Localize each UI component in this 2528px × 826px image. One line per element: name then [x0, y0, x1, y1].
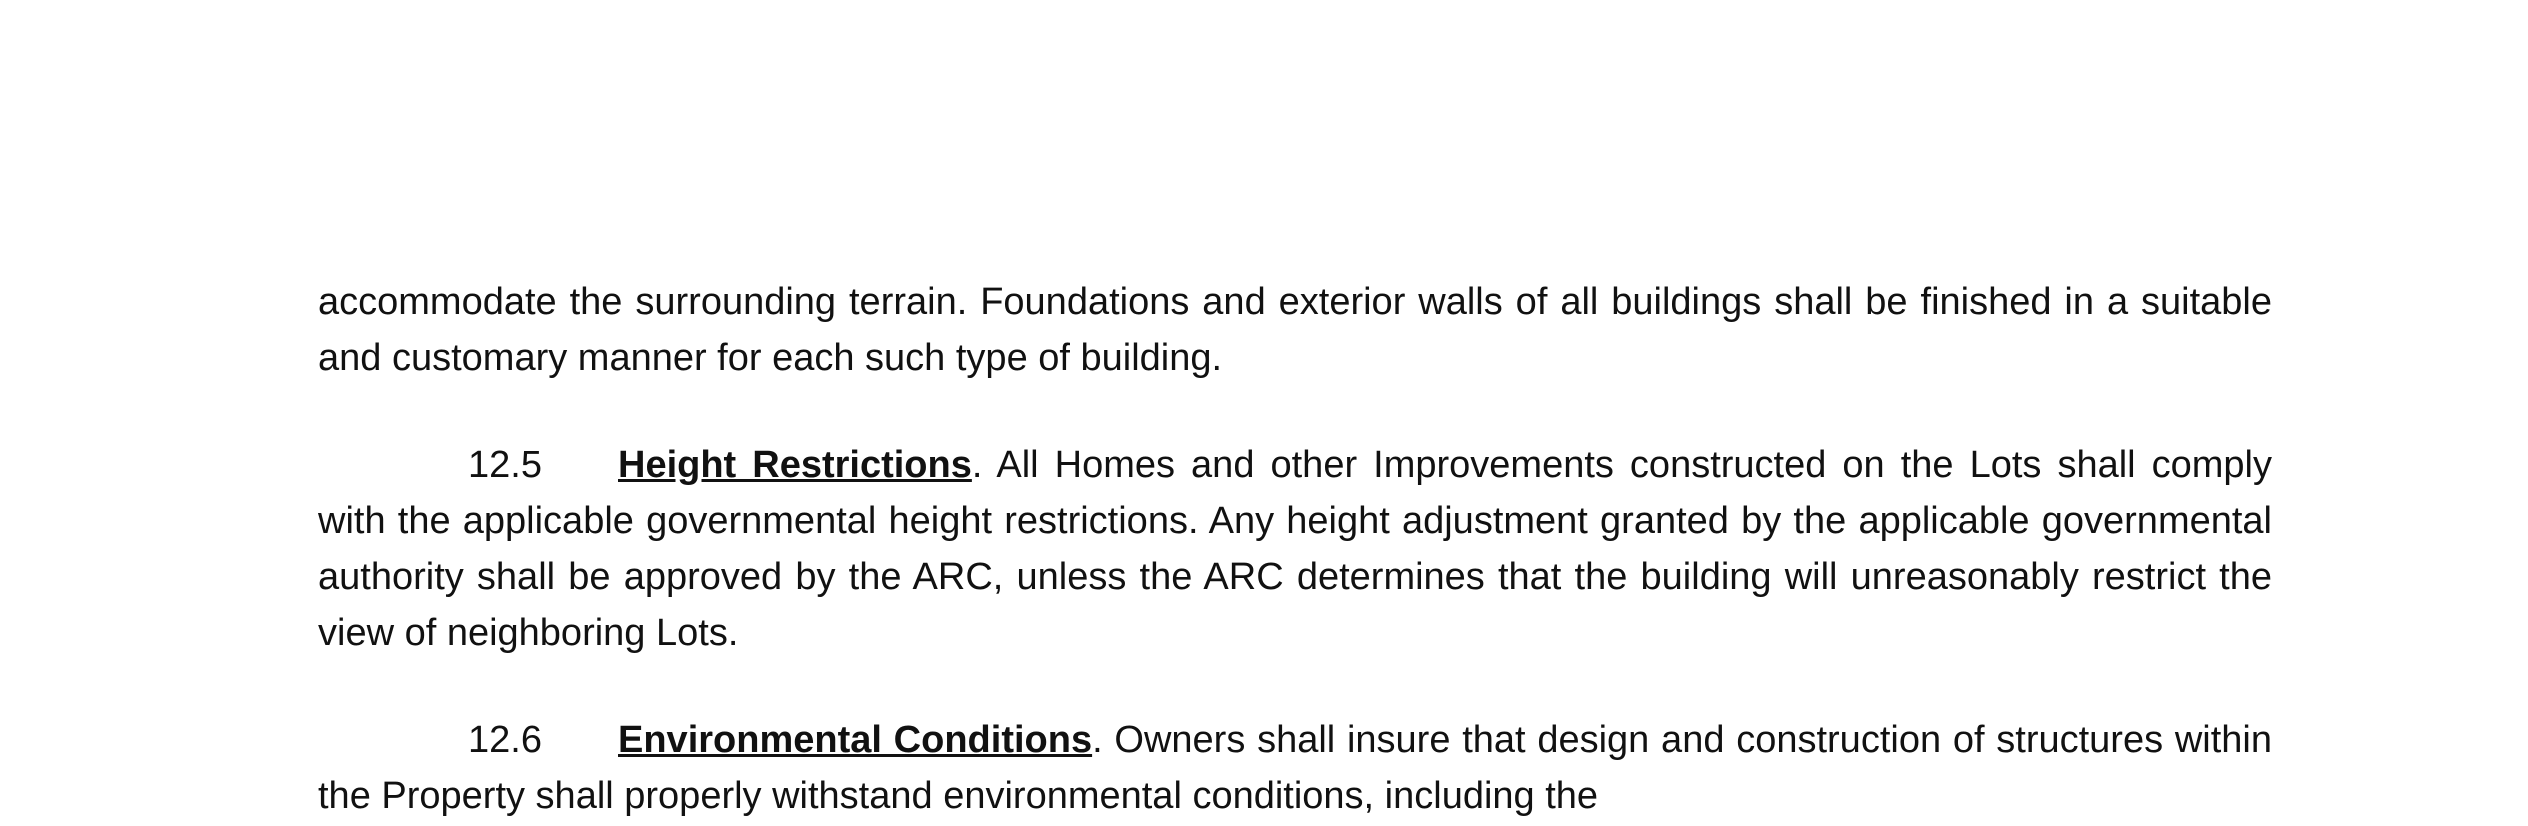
section-12-5: [318, 437, 2272, 661]
section-text: . Owners shall insure that design and construction of structures within the Property shall properly withstand environmental conditions, including the: [318, 719, 2272, 817]
section-text: . All Homes and other Improvements constructed on the Lots shall comply with the applicable governmental height restrictions. Any height adjustment granted by the applicable governmental authority shall be approved by the ARC, unless the ARC determines that the building will unreasonably restrict the view of neighboring Lots.: [318, 444, 2272, 654]
section-12-6: [318, 712, 2272, 824]
section-heading: Environmental Conditions: [618, 719, 1093, 761]
section-number: 12.5: [468, 444, 542, 486]
section-number: 12.6: [468, 719, 542, 761]
section-heading: Height Restrictions: [618, 444, 972, 486]
continuation-paragraph: accommodate the surrounding terrain. Foundations and exterior walls of all buildings shall be finished in a suitable and customary manner for each such type of building.: [318, 281, 2272, 379]
